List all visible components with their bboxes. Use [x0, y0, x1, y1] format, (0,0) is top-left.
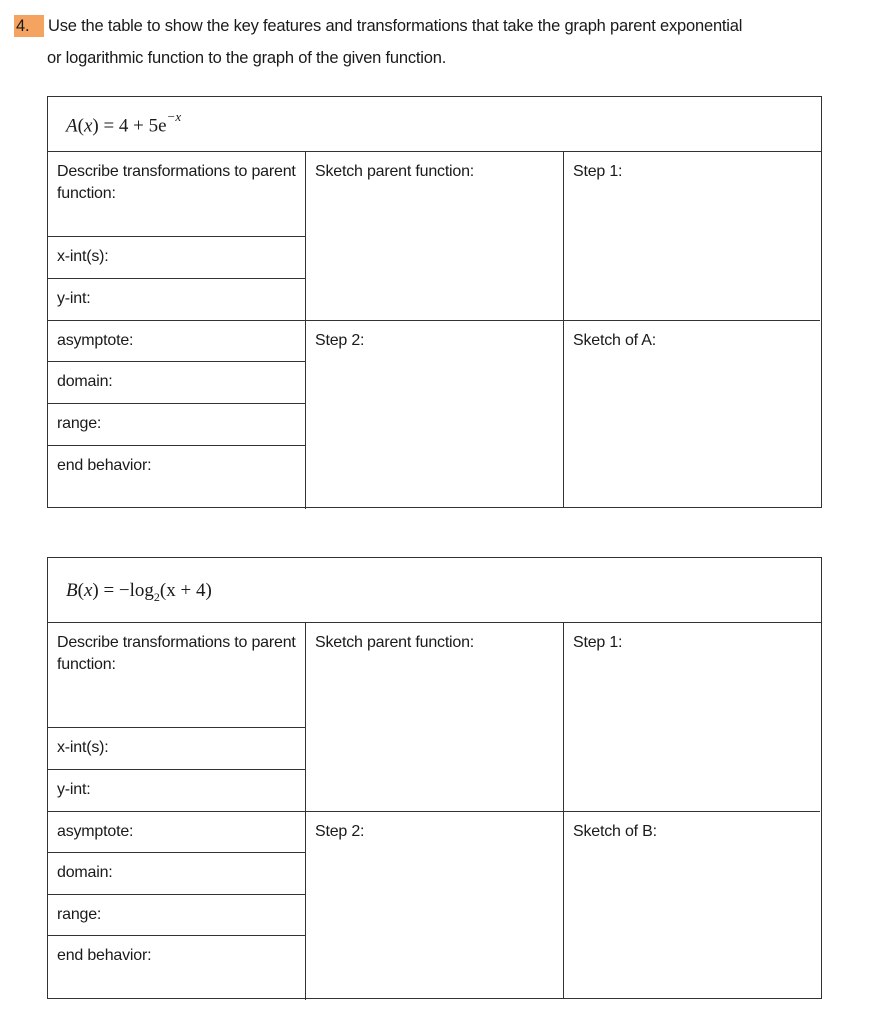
range-cell[interactable]: range: — [48, 895, 305, 936]
left-column-b — [48, 623, 306, 1000]
y-int-cell[interactable]: y-int: — [48, 770, 305, 812]
asymptote-cell[interactable]: asymptote: — [48, 321, 305, 362]
worksheet-table-a — [47, 96, 822, 508]
question-text-2: or logarithmic function to the graph of the given function. — [47, 49, 447, 67]
y-int-cell[interactable]: y-int: — [48, 279, 305, 321]
function-label-b: $B(x) = -\log_2(x + 4)$ — [66, 580, 212, 604]
function-row-a — [48, 97, 821, 152]
domain-cell[interactable]: domain: — [48, 362, 305, 404]
sketch-parent-cell[interactable]: Sketch parent function: — [306, 623, 564, 812]
asymptote-cell[interactable]: asymptote: — [48, 812, 305, 853]
step2-cell[interactable]: Step 2: — [306, 812, 564, 998]
domain-cell[interactable]: domain: — [48, 853, 305, 895]
step1-cell[interactable]: Step 1: — [564, 152, 820, 321]
x-int-cell[interactable]: x-int(s): — [48, 237, 305, 279]
x-int-cell[interactable]: x-int(s): — [48, 728, 305, 770]
function-label-a: $A(x) = 4 + 5e^{-x}$ — [66, 109, 182, 137]
range-cell[interactable]: range: — [48, 404, 305, 446]
worksheet-table-b — [47, 557, 822, 999]
function-row-b — [48, 558, 821, 623]
question-line-1 — [14, 15, 742, 37]
step2-cell[interactable]: Step 2: — [306, 321, 564, 507]
transformations-cell[interactable]: Describe transformations to parent function: — [48, 623, 305, 728]
left-column-a — [48, 152, 306, 509]
question-number: 4. — [14, 15, 44, 37]
end-behavior-cell[interactable]: end behavior: — [57, 457, 152, 474]
step1-cell[interactable]: Step 1: — [564, 623, 820, 812]
sketch-parent-cell[interactable]: Sketch parent function: — [306, 152, 564, 321]
question-text-1: Use the table to show the key features and transformations that take the graph parent exponential — [48, 17, 743, 35]
sketch-of-b-cell[interactable]: Sketch of B: — [573, 823, 657, 840]
end-behavior-cell[interactable]: end behavior: — [57, 947, 152, 964]
transformations-cell[interactable]: Describe transformations to parent function: — [48, 152, 305, 237]
sketch-of-a-cell[interactable]: Sketch of A: — [573, 332, 656, 349]
